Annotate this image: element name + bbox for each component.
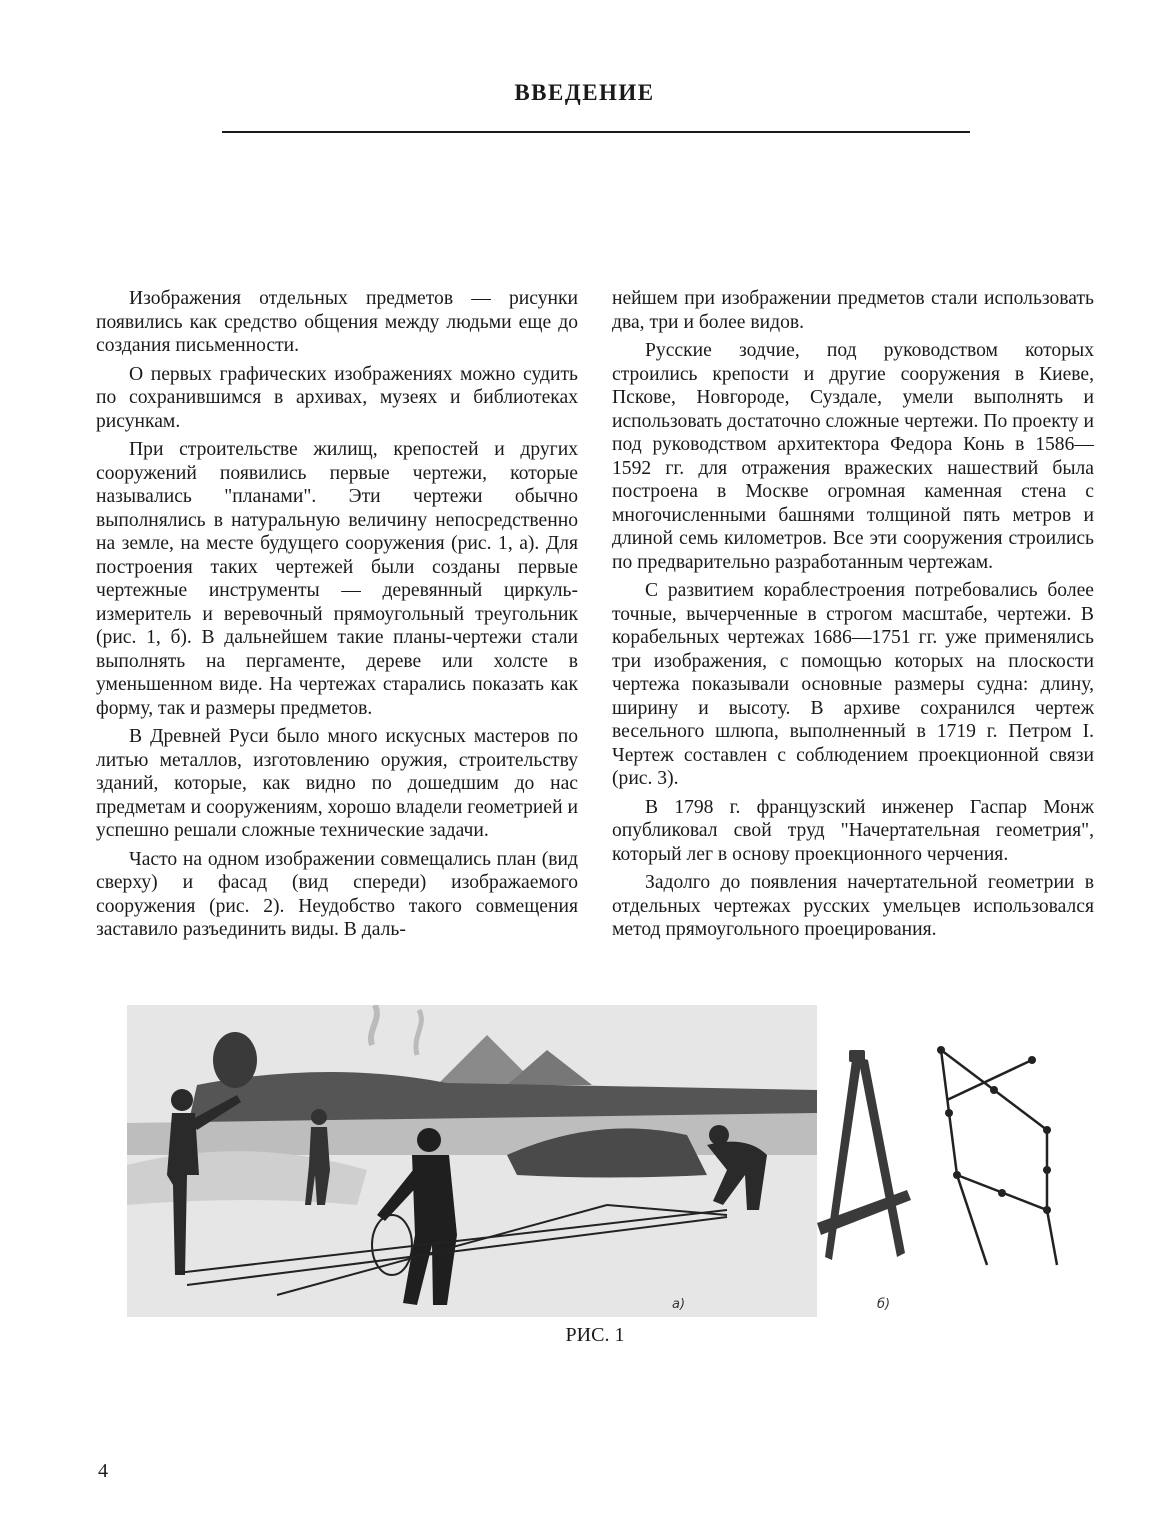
scene-a: [127, 1005, 817, 1317]
page-number: 4: [98, 1460, 108, 1482]
figure-caption: РИС. 1: [565, 1324, 625, 1346]
page-title: ВВЕДЕНИЕ: [514, 80, 655, 105]
paragraph: Задолго до появления начертательной геометрии в отдельных чертежах русских умельцев использовался метод прямоугольного проецирования.: [612, 872, 1094, 940]
scene-b: [817, 1005, 1067, 1317]
paragraph: В Древней Руси было много искусных мастеров по литью металлов, изготовлению оружия, строительству зданий, которые, как видно по дошедшим до нас предметам и сооружениям, хорошо владели геометрией и успешно решали сложные технические задачи.: [96, 726, 578, 841]
paragraph: нейшем при изображении предметов стали использовать два, три и более видов.: [612, 288, 1094, 333]
paragraph: При строительстве жилищ, крепостей и других сооружений появились первые чертежи, которые назывались "планами". Эти чертежи обычно выполнялись в натуральную величину непосредственно на земле, на месте будущего сооружения (рис. 1, а). Для построения таких чертежей были созданы первые чертежные инструменты — деревянный циркуль-измеритель и веревочный прямоугольный треугольник (рис. 1, б). В дальнейшем такие планы-чертежи стали выполнять на пергаменте, дереве или холсте в уменьшенном виде. На чертежах старались показать как форму, так и размеры предметов.: [96, 439, 578, 719]
tree-icon: [213, 1032, 257, 1088]
figure-illustration: [127, 1005, 1067, 1317]
paragraph: Изображения отдельных предметов — рисунки появились как средство общения между людьми еще до создания письменности.: [96, 288, 578, 356]
figure-label-b: б): [877, 1297, 891, 1312]
left-column: [96, 287, 578, 947]
paragraph: Русские зодчие, под руководством которых строились крепости и другие сооружения в Киеве, Пскове, Новгороде, Суздале, умели выполнять и использовать достаточно сложные чертежи. По проекту и под руководством архитектора Федора Конь в 1586—1592 гг. для отражения вражеских нашествий была построена в Москве огромная каменная стена с многочисленными башнями толщиной пять метров и длиной семь километров. Все эти сооружения строились по предварительно разработанным чертежам.: [612, 340, 1094, 573]
paragraph: В 1798 г. французский инженер Гаспар Монж опубликовал свой труд "Начертательная геометрия", который лег в основу проекционного черчения.: [612, 796, 1094, 865]
right-column: [612, 287, 1094, 947]
paragraph: Часто на одном изображении совмещались план (вид сверху) и фасад (вид спереди) изображаемого сооружения (рис. 2). Неудобство такого совмещения заставило разъединить виды. В даль-: [96, 848, 578, 940]
paragraph: О первых графических изображениях можно судить по сохранившимся в архивах, музеях и библиотеках рисункам.: [96, 363, 578, 432]
figure-label-a: а): [672, 1297, 686, 1312]
title-rule: [222, 131, 970, 133]
paragraph: С развитием кораблестроения потребовались более точные, вычерченные в строгом масштабе, чертежи. В корабельных чертежах 1686—1751 гг. уже применялись три изображения, с помощью которых на плоскости чертежа показывали основные размеры судна: длину, ширину и высоту. В архиве сохранился чертеж весельного шлюпа, выполненный в 1719 г. Петром I. Чертеж составлен с соблюдением проекционной связи (рис. 3).: [612, 580, 1094, 789]
